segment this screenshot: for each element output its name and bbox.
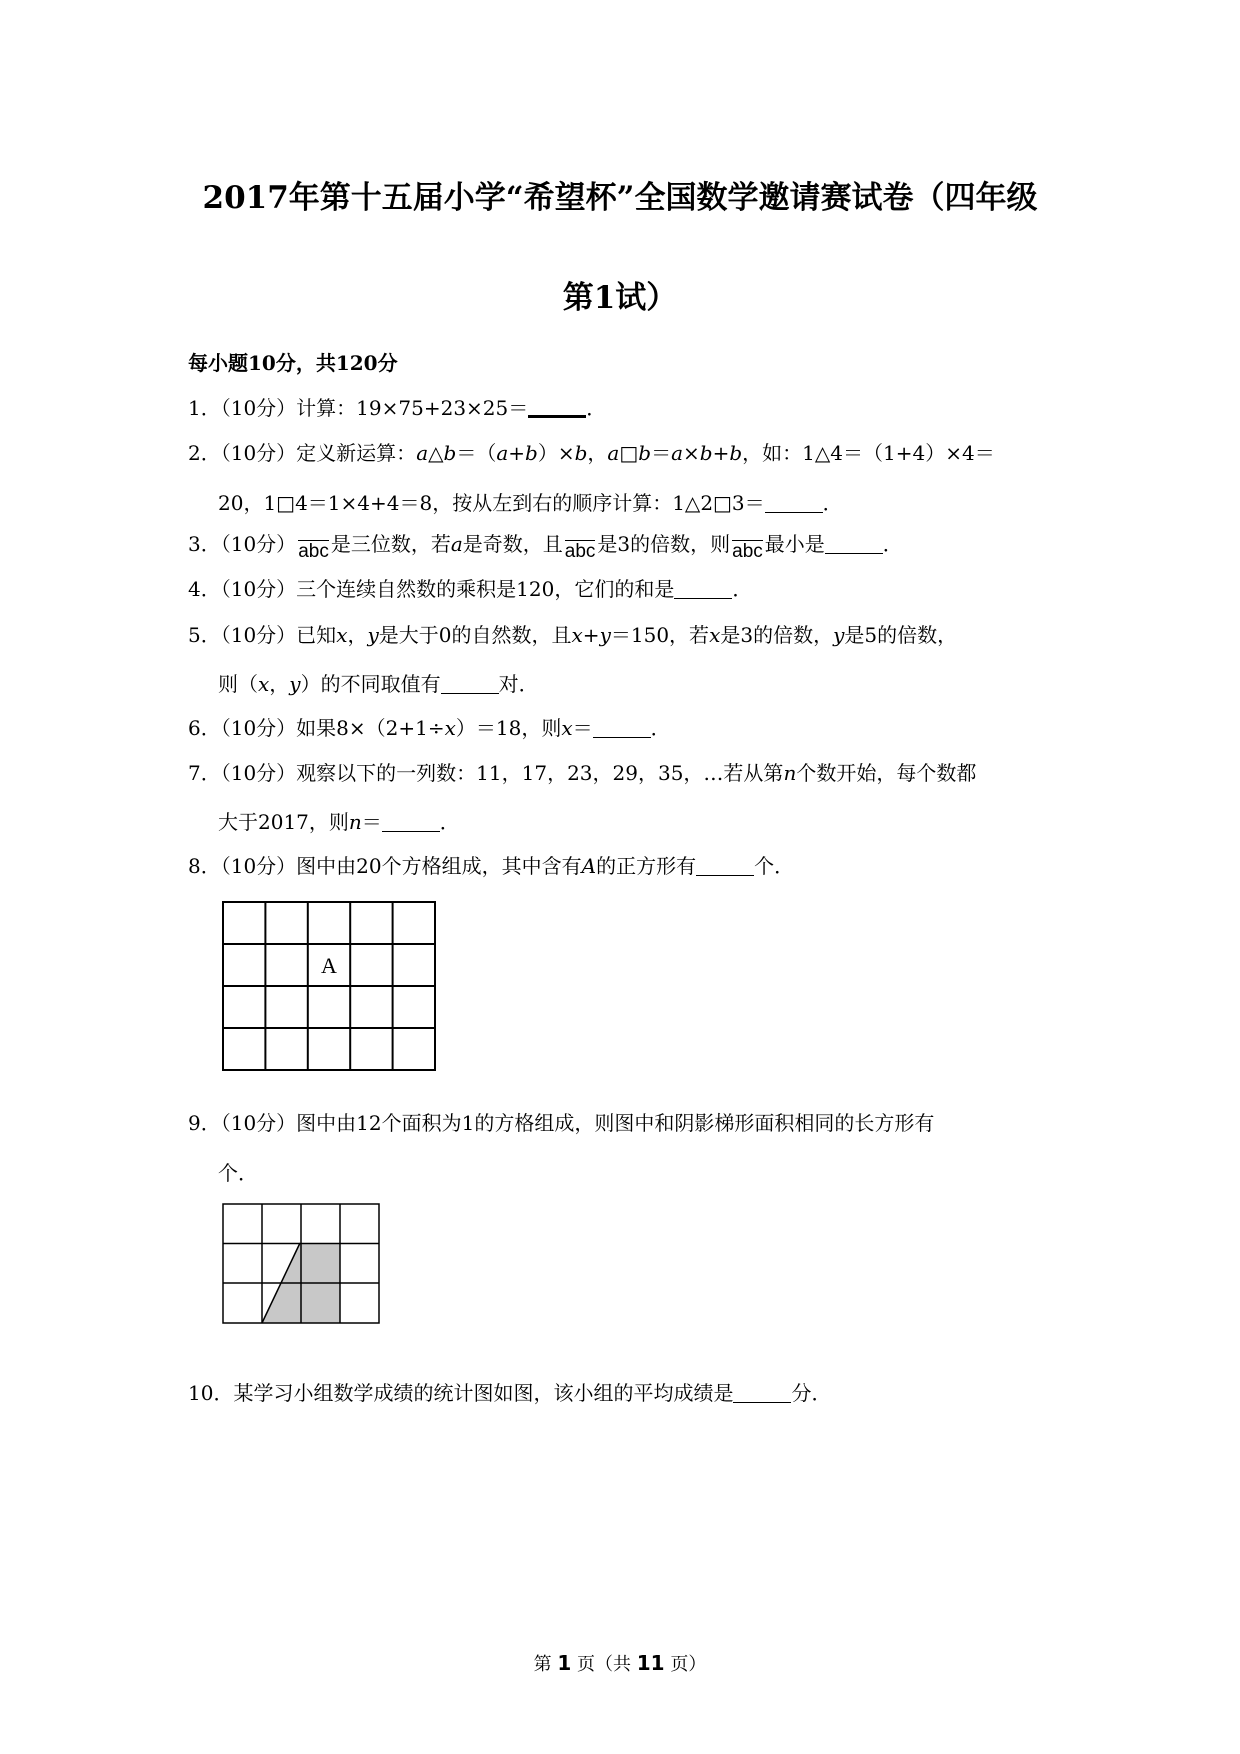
page-footer: 第 1 页（共 11 页） xyxy=(533,1651,707,1675)
answer-blank xyxy=(528,395,586,418)
overline-abc: abc xyxy=(564,541,596,562)
question-5: 5．（10分）已知x，y是大于0的自然数，且x+y＝150，若x是3的倍数，y是5的倍数， xyxy=(188,623,958,647)
page-title-line1: 2017年第十五届小学“希望杯”全国数学邀请赛试卷（四年级 xyxy=(202,180,1038,216)
question-8: 8．（10分）图中由20个方格组成，其中含有A的正方形有 个． xyxy=(188,854,795,878)
question-2-line2: 20，1□4＝1×4+4＝8，按从左到右的顺序计算：1△2□3＝ ． xyxy=(218,491,843,515)
section-header: 每小题10分，共120分 xyxy=(188,351,398,375)
question-9-line2: 个． xyxy=(218,1161,258,1185)
answer-blank xyxy=(765,492,823,513)
page-title-line2: 第1试） xyxy=(562,280,678,316)
overline-abc: abc xyxy=(732,541,763,562)
question-10: 10．某学习小组数学成绩的统计图如图，该小组的平均成绩是 分． xyxy=(188,1381,832,1405)
question-3: 3．（10分） abc 是三位数，若a是奇数，且 abc 是3的倍数，则 abc 最小是 ． xyxy=(188,532,903,562)
cell-label-a: A xyxy=(321,953,337,978)
answer-blank xyxy=(733,1382,791,1403)
answer-blank xyxy=(825,533,883,554)
overline-abc: abc xyxy=(298,541,329,562)
page-number: 1 xyxy=(557,1651,572,1675)
answer-blank xyxy=(382,811,440,832)
question-9: 9．（10分）图中由12个面积为1的方格组成，则图中和阴影梯形面积相同的长方形有 xyxy=(188,1111,935,1135)
grid-figure-q8 xyxy=(222,901,438,1071)
question-7: 7．（10分）观察以下的一列数：11，17，23，29，35，…若从第n个数开始，每个数都 xyxy=(188,761,977,785)
page-total: 11 xyxy=(636,1651,665,1675)
question-1: 1．（10分）计算：19×75+23×25＝ ． xyxy=(188,396,607,420)
question-2: 2．（10分）定义新运算：a△b＝（a+b）×b，a□b＝a×b+b，如：1△4＝（1+4）×4＝ xyxy=(188,441,995,465)
answer-blank xyxy=(674,578,732,599)
answer-blank xyxy=(593,717,651,738)
question-6: 6．（10分）如果8×（2+1÷x）＝18，则x＝ ． xyxy=(188,716,671,740)
question-4: 4．（10分）三个连续自然数的乘积是120，它们的和是 ． xyxy=(188,577,753,601)
answer-blank xyxy=(441,673,499,694)
question-7-line2: 大于2017，则n＝ ． xyxy=(218,810,460,834)
grid-figure-q9 xyxy=(222,1203,382,1325)
answer-blank xyxy=(696,855,754,876)
question-5-line2: 则（x，y）的不同取值有 对． xyxy=(218,672,539,696)
